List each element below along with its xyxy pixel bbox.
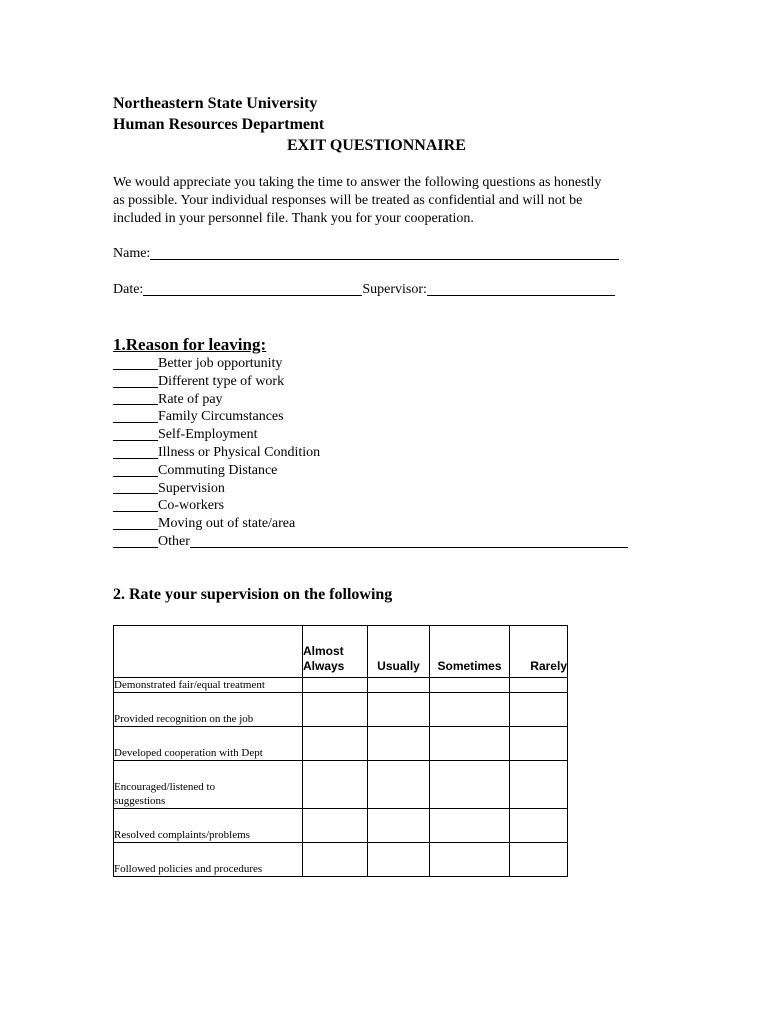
- column-header-text: Almost: [303, 644, 344, 658]
- reason-checkbox[interactable]: [113, 410, 158, 423]
- rating-cell[interactable]: [430, 843, 510, 877]
- rating-cell[interactable]: [510, 761, 568, 809]
- reason-label: Illness or Physical Condition: [158, 444, 321, 460]
- reason-label: Supervision: [158, 480, 225, 496]
- intro-paragraph: [113, 174, 658, 228]
- rating-cell[interactable]: [368, 727, 430, 761]
- reason-checkbox[interactable]: [113, 446, 158, 459]
- rating-cell[interactable]: [368, 809, 430, 843]
- rating-cell[interactable]: [368, 693, 430, 727]
- other-reason-field[interactable]: [190, 535, 628, 548]
- date-supervisor-row: [113, 281, 615, 299]
- rating-cell[interactable]: [430, 727, 510, 761]
- row-label: [114, 761, 303, 809]
- rating-cell[interactable]: [510, 809, 568, 843]
- table-row: [114, 693, 568, 727]
- name-field-row: [113, 245, 619, 263]
- name-field[interactable]: [150, 245, 619, 260]
- intro-line: included in your personnel file. Thank you for your cooperation.: [113, 211, 474, 226]
- table-row: [114, 843, 568, 877]
- table-row: [114, 761, 568, 809]
- reason-label: Moving out of state/area: [158, 516, 296, 532]
- rating-cell[interactable]: [368, 843, 430, 877]
- row-label: Developed cooperation with Dept: [114, 727, 303, 761]
- header-blank: [114, 626, 303, 678]
- department-name: Human Resources Department: [113, 116, 325, 133]
- reason-checkbox[interactable]: [113, 481, 158, 494]
- rating-cell[interactable]: [303, 761, 368, 809]
- row-label-line: suggestions: [114, 795, 166, 807]
- reason-item: [113, 515, 628, 533]
- column-header-usually: Usually: [368, 626, 430, 678]
- intro-line: as possible. Your individual responses will be treated as confidential and will not be: [113, 193, 583, 208]
- rating-cell[interactable]: [303, 678, 368, 693]
- table-row: [114, 727, 568, 761]
- organization-name: Northeastern State University: [113, 95, 318, 112]
- reason-item: [113, 497, 628, 515]
- reason-label: Different type of work: [158, 373, 285, 389]
- rating-cell[interactable]: [303, 727, 368, 761]
- rating-cell[interactable]: [303, 693, 368, 727]
- reason-label: Commuting Distance: [158, 462, 278, 478]
- reason-label: Better job opportunity: [158, 356, 283, 371]
- section1-heading: 1.Reason for leaving:: [113, 335, 267, 354]
- page-title: EXIT QUESTIONNAIRE: [287, 137, 466, 154]
- rating-cell[interactable]: [430, 761, 510, 809]
- supervisor-field[interactable]: [427, 281, 615, 296]
- rating-cell[interactable]: [368, 678, 430, 693]
- supervisor-label: Supervisor:: [362, 282, 427, 297]
- column-header-rarely: Rarely: [510, 626, 568, 678]
- reason-label: Other: [158, 533, 190, 549]
- reason-checkbox[interactable]: [113, 392, 158, 405]
- reason-checkbox[interactable]: [113, 535, 158, 548]
- reason-item: [113, 426, 628, 444]
- rating-cell[interactable]: [510, 843, 568, 877]
- rating-cell[interactable]: [510, 678, 568, 693]
- reason-checkbox[interactable]: [113, 499, 158, 512]
- reason-checkbox[interactable]: [113, 428, 158, 441]
- reason-item-other: [113, 533, 628, 551]
- reason-checkbox[interactable]: [113, 375, 158, 388]
- rating-cell[interactable]: [303, 809, 368, 843]
- rating-cell[interactable]: [510, 727, 568, 761]
- reason-item: [113, 373, 628, 391]
- reason-item: [113, 408, 628, 426]
- reason-label: Co-workers: [158, 498, 225, 514]
- rating-cell[interactable]: [368, 761, 430, 809]
- table-header-row: [114, 626, 568, 678]
- reasons-list: [113, 355, 628, 551]
- reason-checkbox[interactable]: [113, 517, 158, 530]
- reason-item: [113, 462, 628, 480]
- supervision-rating-table: [113, 625, 568, 877]
- row-label: Followed policies and procedures: [114, 843, 303, 877]
- rating-cell[interactable]: [430, 693, 510, 727]
- row-label: Demonstrated fair/equal treatment: [114, 678, 303, 693]
- reason-item: [113, 480, 628, 498]
- table-row: [114, 809, 568, 843]
- rating-cell[interactable]: [510, 693, 568, 727]
- reason-label: Family Circumstances: [158, 409, 284, 425]
- section2-heading: 2. Rate your supervision on the following: [113, 586, 393, 603]
- rating-cell[interactable]: [430, 809, 510, 843]
- date-field[interactable]: [143, 281, 362, 296]
- column-header-almost-always: [303, 626, 368, 678]
- reason-checkbox[interactable]: [113, 357, 158, 370]
- row-label-line: Encouraged/listened to: [114, 781, 216, 793]
- reason-item: [113, 355, 628, 373]
- row-label: Resolved complaints/problems: [114, 809, 303, 843]
- rating-cell[interactable]: [303, 843, 368, 877]
- reason-label: Self-Employment: [158, 427, 258, 443]
- column-header-sometimes: Sometimes: [430, 626, 510, 678]
- name-label: Name:: [113, 246, 151, 261]
- intro-line: We would appreciate you taking the time to answer the following questions as honestly: [113, 175, 602, 190]
- row-label: Provided recognition on the job: [114, 693, 303, 727]
- reason-checkbox[interactable]: [113, 464, 158, 477]
- reason-item: [113, 391, 628, 409]
- reason-label: Rate of pay: [158, 391, 223, 407]
- reason-item: [113, 444, 628, 462]
- column-header-text: Always: [303, 659, 345, 673]
- rating-cell[interactable]: [430, 678, 510, 693]
- date-label: Date:: [113, 282, 144, 297]
